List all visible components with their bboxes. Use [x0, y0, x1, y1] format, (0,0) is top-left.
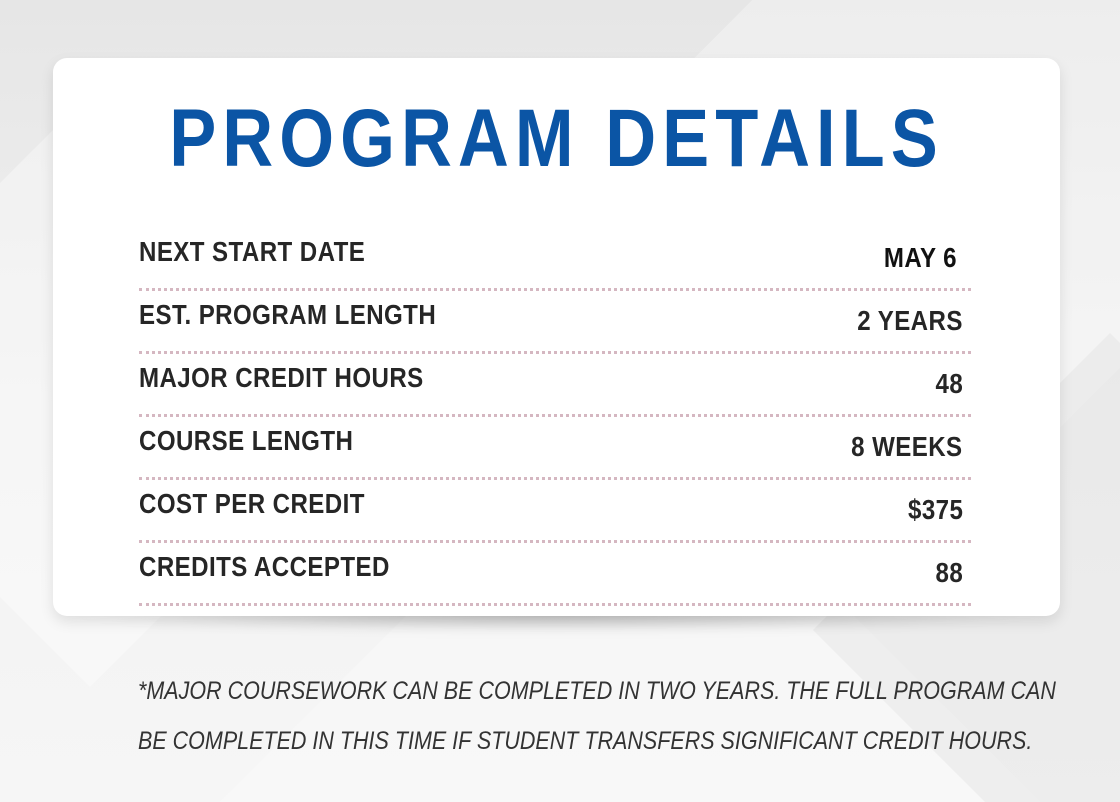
- detail-label: NEXT START DATE: [139, 236, 366, 267]
- detail-value: MAY 6: [883, 242, 957, 273]
- detail-value: 2 YEARS: [857, 305, 963, 336]
- detail-value: 48: [935, 368, 963, 399]
- detail-row-credits-accepted: [139, 543, 971, 606]
- footnote: [138, 666, 1056, 766]
- details-list: [139, 228, 971, 606]
- program-details-card: [53, 58, 1060, 616]
- detail-row-major-credit-hours: [139, 354, 971, 417]
- detail-row-cost-per-credit: [139, 480, 971, 543]
- page-title: PROGRAM DETAILS: [169, 93, 944, 184]
- detail-label: COURSE LENGTH: [139, 425, 354, 456]
- footnote-line: BE COMPLETED IN THIS TIME IF STUDENT TRANSFERS SIGNIFICANT CREDIT HOURS.: [138, 727, 1033, 755]
- detail-row-next-start-date: [139, 228, 971, 291]
- detail-label: EST. PROGRAM LENGTH: [139, 299, 437, 330]
- detail-label: MAJOR CREDIT HOURS: [139, 362, 424, 393]
- detail-label: CREDITS ACCEPTED: [139, 551, 390, 582]
- detail-value: $375: [907, 494, 963, 525]
- detail-row-course-length: [139, 417, 971, 480]
- detail-value: 8 WEEKS: [851, 431, 963, 462]
- detail-value: 88: [935, 557, 963, 588]
- footnote-line: *MAJOR COURSEWORK CAN BE COMPLETED IN TWO YEARS. THE FULL PROGRAM CAN: [138, 677, 1056, 705]
- detail-label: COST PER CREDIT: [139, 488, 365, 519]
- detail-row-program-length: [139, 291, 971, 354]
